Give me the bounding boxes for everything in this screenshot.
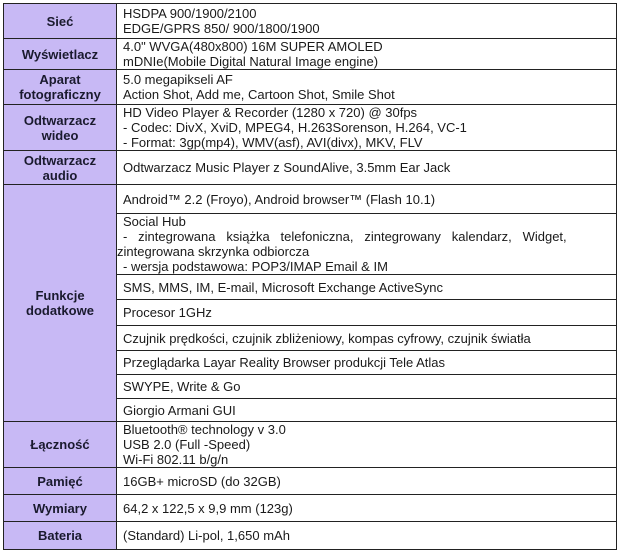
table-row: [4, 4, 617, 39]
spec-value-line: - Format: 3gp(mp4), WMV(asf), AVI(divx), MKV, FLV: [123, 135, 423, 150]
spec-value-line: 64,2 x 122,5 x 9,9 mm (123g): [123, 500, 293, 516]
spec-value-line: - zintegrowana książka telefoniczna, zintegrowany kalendarz, Widget,: [123, 229, 567, 244]
spec-value-line: EDGE/GPRS 850/ 900/1800/1900: [123, 21, 320, 36]
spec-value: [117, 326, 617, 351]
spec-value-line: HD Video Player & Recorder (1280 x 720) @ 30fps: [123, 105, 418, 120]
spec-value: [117, 375, 617, 399]
spec-label-text: fotograficzny: [19, 87, 101, 102]
spec-value-line: - Codec: DivX, XviD, MPEG4, H.263Sorenson, H.264, VC-1: [123, 120, 467, 135]
spec-value: [117, 4, 617, 39]
spec-label-wyswietlacz: [4, 39, 117, 70]
spec-value-line: Procesor 1GHz: [123, 305, 212, 320]
spec-value: [117, 468, 617, 495]
spec-value: [117, 39, 617, 70]
spec-value: [117, 351, 617, 375]
spec-value: [117, 275, 617, 300]
spec-value-line: (Standard) Li-pol, 1,650 mAh: [123, 528, 290, 543]
spec-value-line: Bluetooth® technology v 3.0: [123, 422, 286, 437]
spec-label-text: Aparat: [39, 72, 81, 87]
table-row: [4, 105, 617, 151]
spec-value-line: 4.0" WVGA(480x800) 16M SUPER AMOLED: [123, 39, 383, 54]
spec-value-line: HSDPA 900/1900/2100: [123, 6, 257, 21]
spec-value-line: SMS, MMS, IM, E-mail, Microsoft Exchange ActiveSync: [123, 279, 444, 295]
spec-label-funkcje-dodatkowe: [4, 185, 117, 422]
spec-value-line: Social Hub: [123, 214, 186, 229]
table-row: [4, 522, 617, 550]
spec-label-text: Sieć: [46, 13, 74, 29]
spec-label-pamiec: [4, 468, 117, 495]
spec-value-line: 16GB+ microSD (do 32GB): [123, 473, 281, 489]
spec-label-text: wideo: [41, 127, 79, 143]
spec-label-text: Wyświetlacz: [21, 46, 99, 62]
spec-label-text: Bateria: [37, 528, 83, 543]
spec-value: [117, 185, 617, 214]
spec-value: [117, 105, 617, 151]
table-row: [4, 70, 617, 105]
spec-label-bateria: [4, 522, 117, 550]
table-row: [4, 185, 617, 214]
spec-value-line: SWYPE, Write & Go: [123, 379, 241, 394]
spec-value-line: Przeglądarka Layar Reality Browser produkcji Tele Atlas: [123, 355, 446, 370]
spec-value: [117, 422, 617, 468]
table-row: [4, 39, 617, 70]
spec-label-odtwarzacz-wideo: [4, 105, 117, 151]
spec-value-line: Wi-Fi 802.11 b/g/n: [123, 452, 229, 467]
spec-value-line: Action Shot, Add me, Cartoon Shot, Smile Shot: [123, 87, 395, 102]
spec-value-line: Android™ 2.2 (Froyo), Android browser™ (Flash 10.1): [123, 191, 436, 207]
spec-table: [3, 3, 617, 550]
spec-value: [117, 522, 617, 550]
table-row: [4, 495, 617, 522]
spec-label-text: Odtwarzacz: [23, 112, 97, 128]
spec-value: [117, 151, 617, 185]
spec-label-text: Łączność: [30, 437, 90, 452]
spec-label-aparat-fotograficzny: [4, 70, 117, 105]
spec-label-wymiary: [4, 495, 117, 522]
spec-value-line: 5.0 megapikseli AF: [123, 72, 233, 87]
table-row: [4, 468, 617, 495]
spec-label-lacznosc: [4, 422, 117, 468]
spec-value: [117, 495, 617, 522]
spec-value-line: Czujnik prędkości, czujnik zbliżeniowy, kompas cyfrowy, czujnik światła: [123, 330, 531, 346]
spec-value: [117, 214, 617, 275]
spec-value: [117, 70, 617, 105]
spec-label-text: Wymiary: [33, 500, 87, 516]
spec-label-odtwarzacz-audio: [4, 151, 117, 185]
table-row: [4, 422, 617, 468]
spec-value-line: Odtwarzacz Music Player z SoundAlive, 3.5mm Ear Jack: [123, 160, 451, 175]
spec-label-text: dodatkowe: [26, 303, 94, 318]
spec-value-line: mDNIe(Mobile Digital Natural Image engine): [123, 54, 379, 69]
spec-label-siec: [4, 4, 117, 39]
spec-label-text: audio: [42, 167, 78, 183]
spec-value-line: Giorgio Armani GUI: [123, 402, 236, 418]
spec-value: [117, 399, 617, 422]
spec-label-text: Odtwarzacz: [23, 152, 97, 168]
spec-value-line: zintegrowana skrzynka odbiorcza: [117, 244, 310, 259]
table-row: [4, 151, 617, 185]
spec-label-text: Pamięć: [37, 473, 83, 489]
spec-label-text: Funkcje: [35, 288, 85, 303]
spec-value: [117, 300, 617, 326]
spec-value-line: USB 2.0 (Full -Speed): [123, 437, 251, 452]
spec-value-line: - wersja podstawowa: POP3/IMAP Email & IM: [123, 259, 388, 274]
